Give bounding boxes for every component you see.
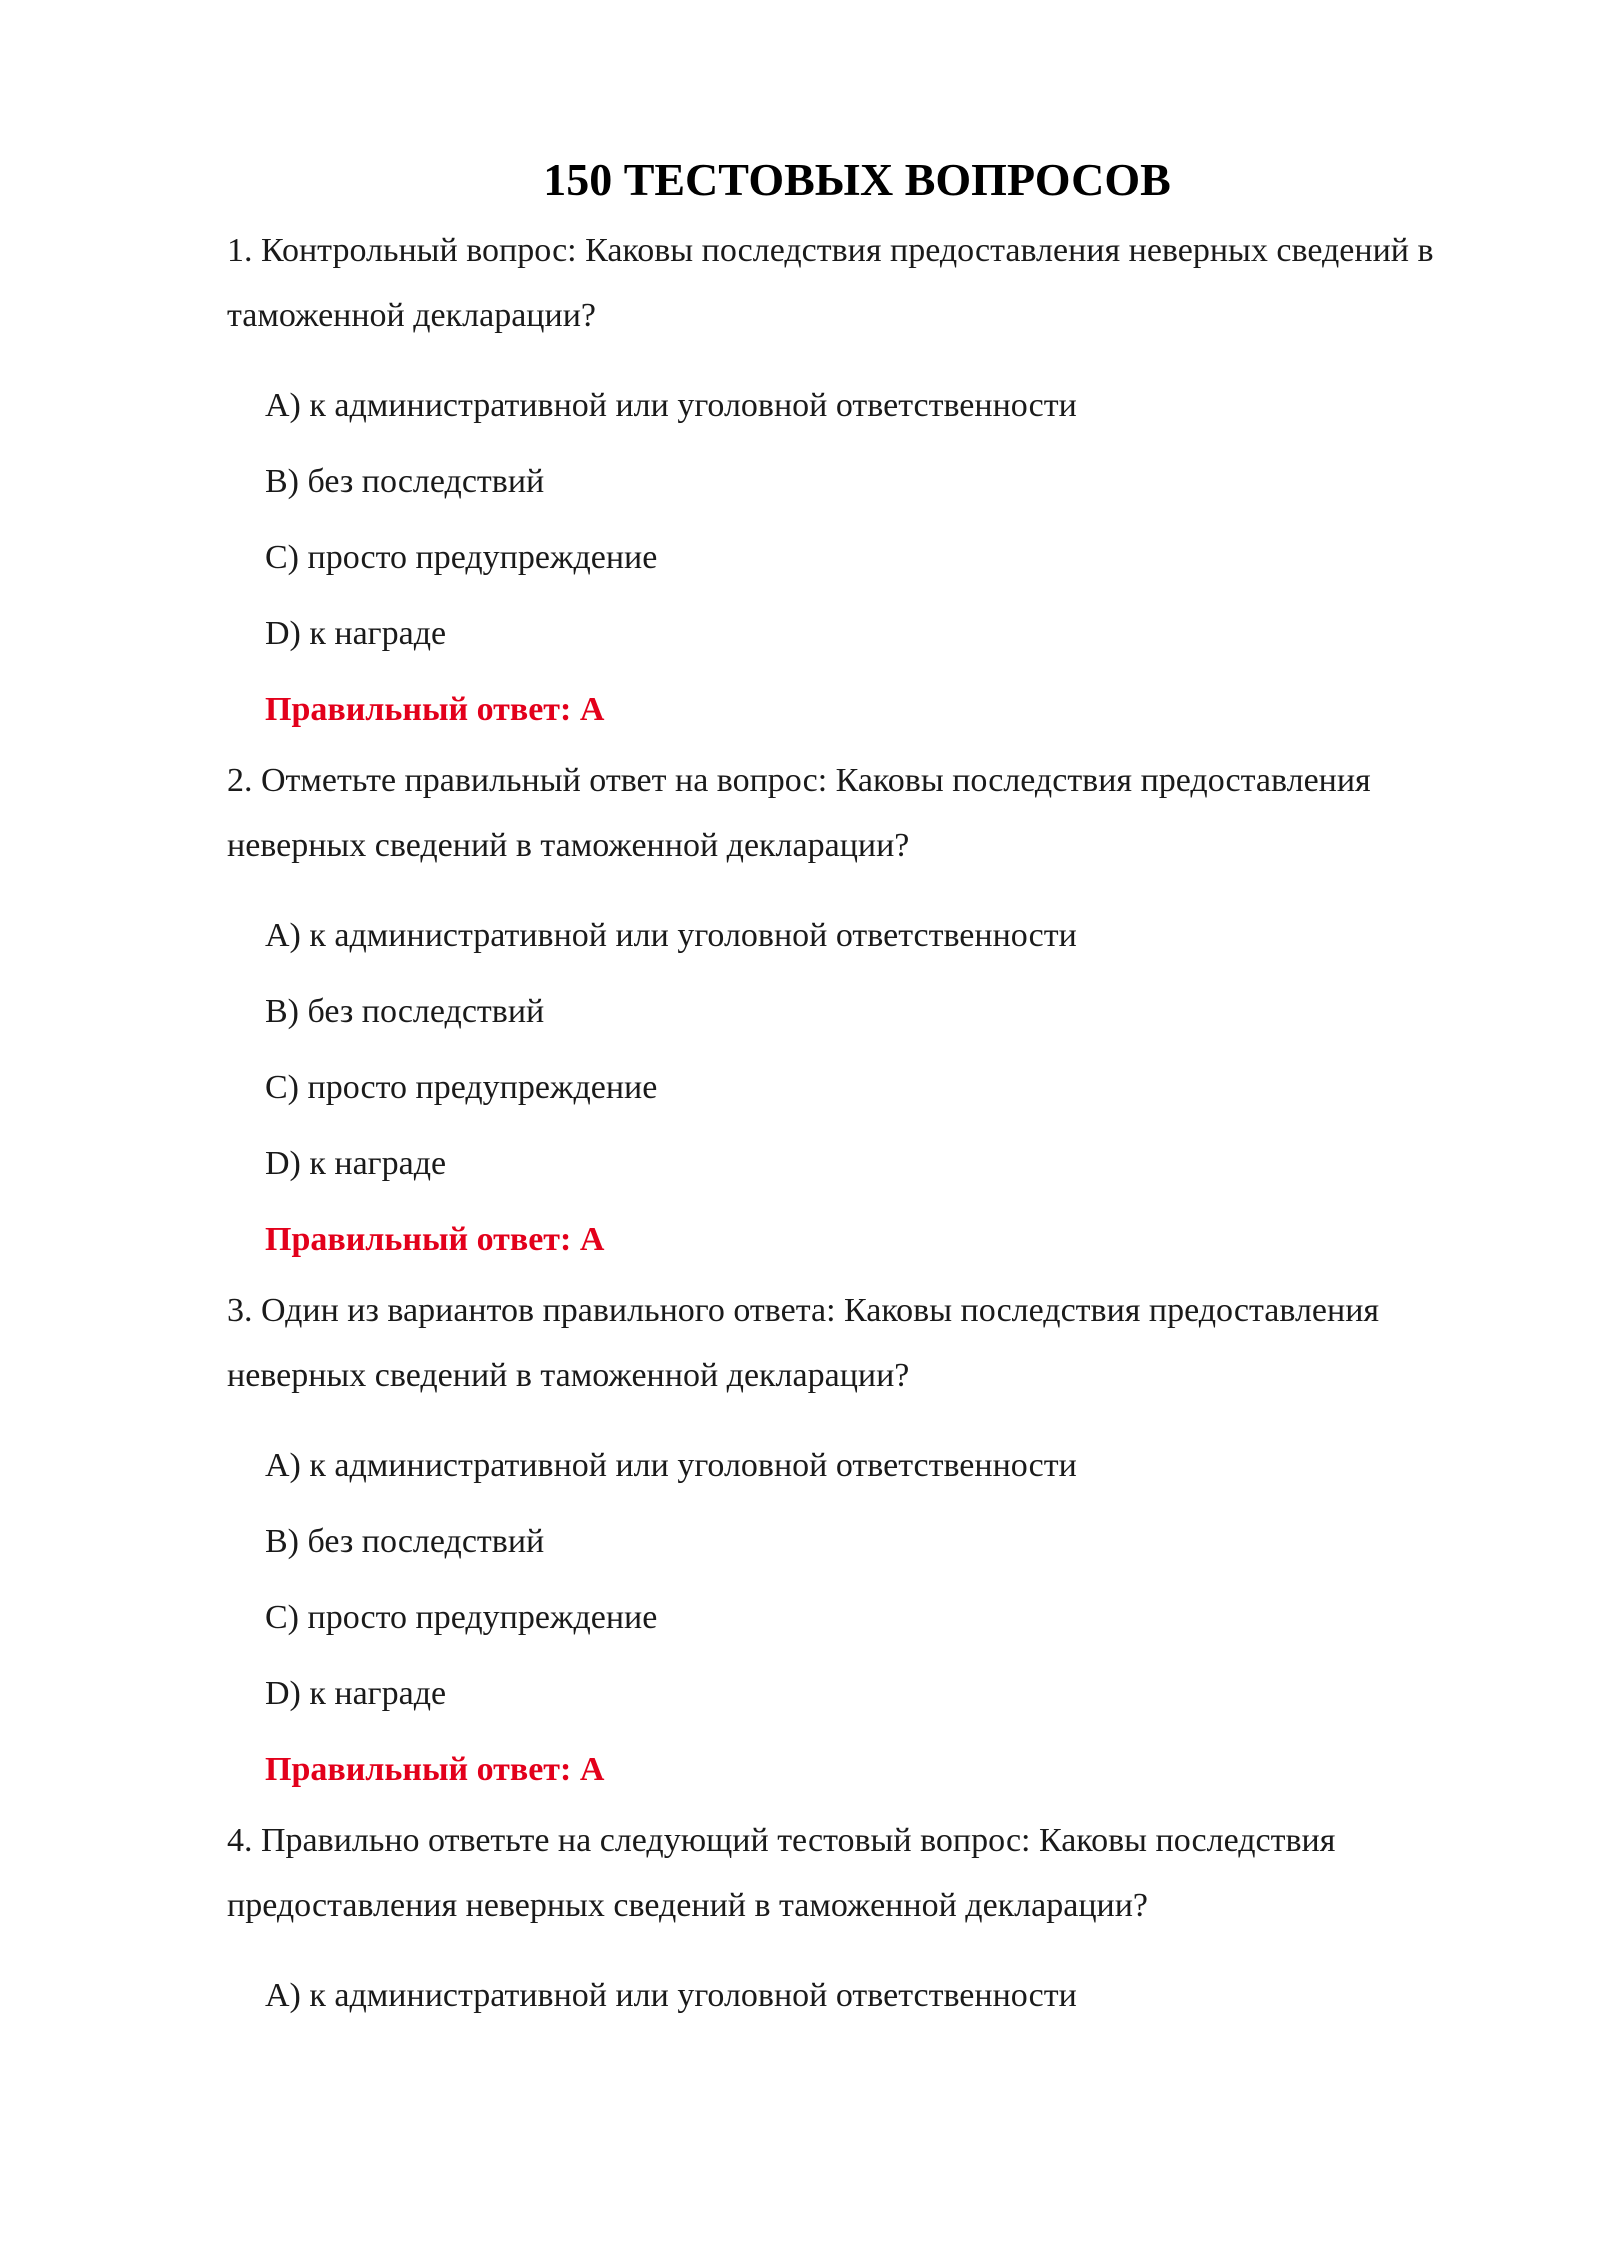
correct-answer: Правильный ответ: A bbox=[265, 1221, 605, 1258]
question-block bbox=[227, 1278, 1477, 1808]
question-list bbox=[227, 218, 1477, 2034]
question-text: 4. Правильно ответьте на следующий тестовый вопрос: Каковы последствия предоставления неверных сведений в таможенной декларации? bbox=[227, 1822, 1336, 1924]
answer-option: A) к административной или уголовной ответственности bbox=[265, 917, 1077, 954]
answer-option: A) к административной или уголовной ответственности bbox=[265, 387, 1077, 424]
correct-answer: Правильный ответ: A bbox=[265, 691, 605, 728]
answer-options bbox=[227, 898, 1477, 1278]
question-block bbox=[227, 218, 1477, 748]
answer-options bbox=[227, 1428, 1477, 1808]
answer-option: D) к награде bbox=[265, 1145, 447, 1182]
answer-option: B) без последствий bbox=[265, 463, 545, 500]
answer-option: C) просто предупреждение bbox=[265, 1069, 658, 1106]
answer-options bbox=[227, 1958, 1477, 2034]
answer-option: A) к административной или уголовной ответственности bbox=[265, 1447, 1077, 1484]
question-block bbox=[227, 748, 1477, 1278]
answer-option: B) без последствий bbox=[265, 1523, 545, 1560]
answer-option: D) к награде bbox=[265, 1675, 447, 1712]
document-title: 150 ТЕСТОВЫХ ВОПРОСОВ bbox=[543, 154, 1171, 205]
answer-option: B) без последствий bbox=[265, 993, 545, 1030]
answer-option: C) просто предупреждение bbox=[265, 1599, 658, 1636]
question-block bbox=[227, 1808, 1477, 2034]
answer-option: D) к награде bbox=[265, 615, 447, 652]
answer-option: C) просто предупреждение bbox=[265, 539, 658, 576]
correct-answer: Правильный ответ: A bbox=[265, 1751, 605, 1788]
question-text: 3. Один из вариантов правильного ответа: Каковы последствия предоставления неверных сведений в таможенной декларации? bbox=[227, 1292, 1380, 1394]
question-text: 2. Отметьте правильный ответ на вопрос: Каковы последствия предоставления неверных сведений в таможенной декларации? bbox=[227, 762, 1371, 864]
answer-option: A) к административной или уголовной ответственности bbox=[265, 1977, 1077, 2014]
answer-options bbox=[227, 368, 1477, 748]
question-text: 1. Контрольный вопрос: Каковы последствия предоставления неверных сведений в таможенной декларации? bbox=[227, 232, 1434, 334]
document-page bbox=[227, 148, 1477, 2034]
